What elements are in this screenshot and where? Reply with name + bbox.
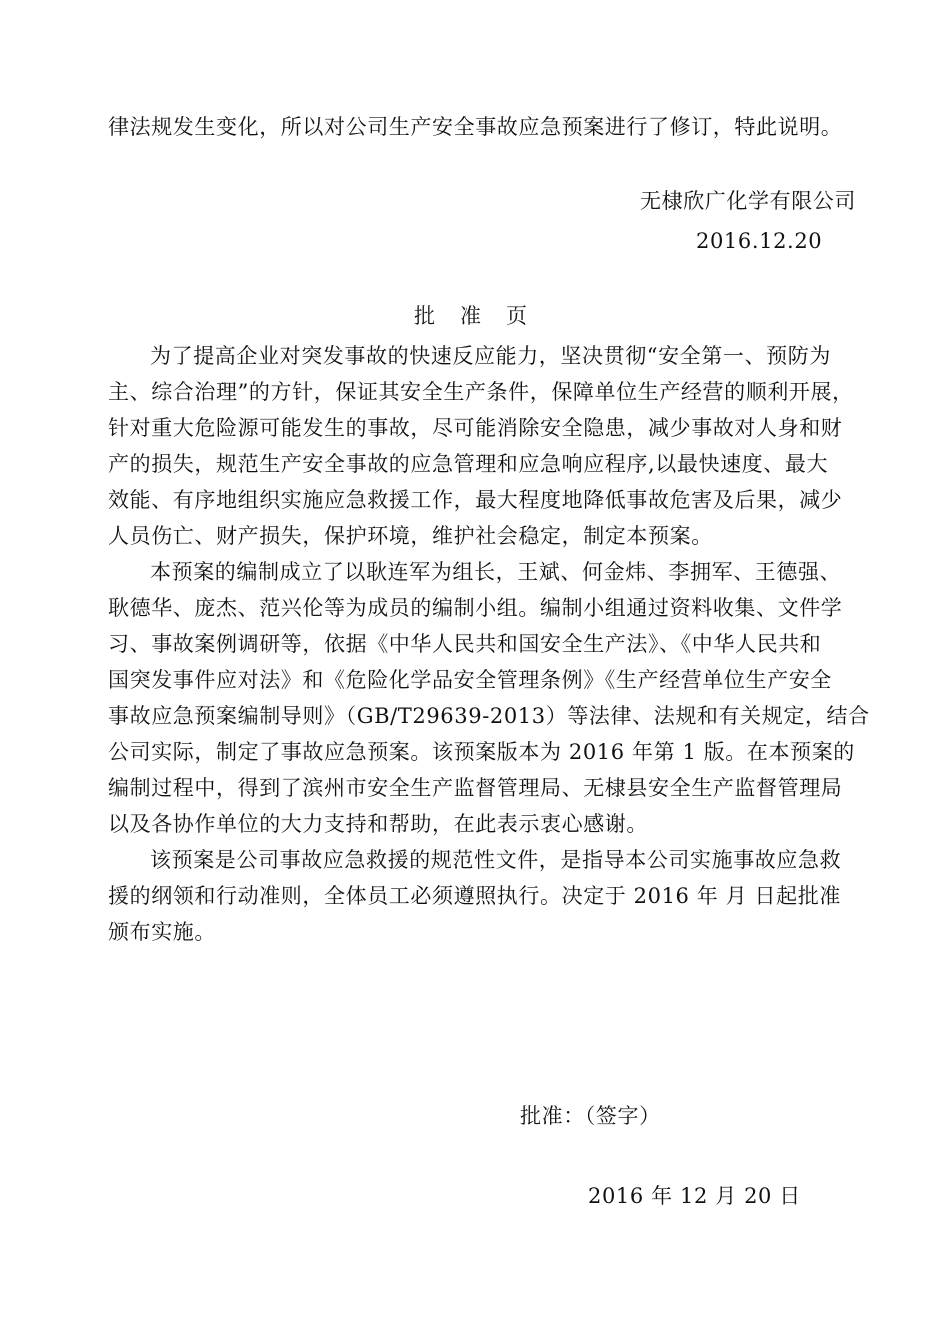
- para3-line1: 该预案是公司事故应急救援的规范性文件，是指导本公司实施事故应急救: [150, 848, 842, 872]
- signoff-date: 2016.12.20: [696, 229, 823, 253]
- para2-line7: 编制过程中，得到了滨州市安全生产监督管理局、无棣县安全生产监督管理局: [108, 776, 843, 800]
- approval-title: 批 准 页: [414, 304, 529, 328]
- approval-date: 2016 年 12 月 20 日: [588, 1184, 801, 1208]
- approval-signature-label: 批准：（签字）: [520, 1104, 661, 1128]
- para3-line3: 颁布实施。: [108, 920, 216, 944]
- intro-tail-line: 律法规发生变化，所以对公司生产安全事故应急预案进行了修订，特此说明。: [108, 115, 843, 139]
- para1-line2: 主、综合治理”的方针，保证其安全生产条件，保障单位生产经营的顺利开展，: [108, 380, 854, 404]
- para1-line3: 针对重大危险源可能发生的事故，尽可能消除安全隐患，减少事故对人身和财: [108, 416, 843, 440]
- para2-line8: 以及各协作单位的大力支持和帮助，在此表示衷心感谢。: [108, 812, 648, 836]
- para1-line1: 为了提高企业对突发事故的快速反应能力，坚决贯彻“安全第一、预防为: [150, 344, 831, 368]
- para2-line5: 事故应急预案编制导则》（GB/T29639-2013）等法律、法规和有关规定，结合: [108, 704, 870, 728]
- para2-line3: 习、事故案例调研等，依据《中华人民共和国安全生产法》、《中华人民共和: [108, 632, 822, 656]
- para3-line2: 援的纲领和行动准则，全体员工必须遵照执行。决定于 2016 年 月 日起批准: [108, 884, 841, 908]
- company-name: 无棣欣广化学有限公司: [640, 189, 856, 213]
- para1-line4: 产的损失，规范生产安全事故的应急管理和应急响应程序,以最快速度、最大: [108, 452, 829, 476]
- para2-line6: 公司实际，制定了事故应急预案。该预案版本为 2016 年第 1 版。在本预案的: [108, 740, 855, 764]
- para1-line5: 效能、有序地组织实施应急救援工作，最大程度地降低事故危害及后果，减少: [108, 488, 843, 512]
- para2-line4: 国突发事件应对法》和《危险化学品安全管理条例》《生产经营单位生产安全: [108, 668, 832, 692]
- para1-line6: 人员伤亡、财产损失，保护环境，维护社会稳定，制定本预案。: [108, 524, 713, 548]
- para2-line1: 本预案的编制成立了以耿连军为组长，王斌、何金炜、李拥军、王德强、: [150, 560, 842, 584]
- para2-line2: 耿德华、庞杰、范兴伦等为成员的编制小组。编制小组通过资料收集、文件学: [108, 596, 843, 620]
